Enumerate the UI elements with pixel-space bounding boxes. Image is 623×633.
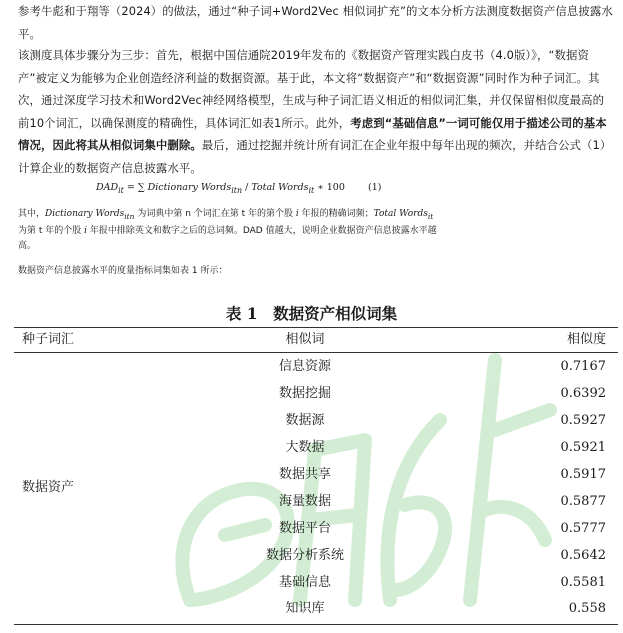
table-bottom-rule xyxy=(14,624,618,625)
intro-paragraph-1: 参考牛彪和于翔等（2024）的做法，通过“种子词+Word2Vec 相似词扩充”的文本分析方法测度数据资产信息披露水平。 xyxy=(18,4,613,41)
similar-word-3: 数据源 xyxy=(285,413,325,428)
similarity-1: 0.7167 xyxy=(560,359,606,374)
formula-total-words: Total Words xyxy=(251,182,309,193)
formula-dw-sub: itn xyxy=(231,185,243,195)
similar-word-1: 信息资源 xyxy=(278,359,331,374)
similar-word-9: 基础信息 xyxy=(278,575,331,590)
header-similar-word: 相似词 xyxy=(285,332,325,347)
table-header-rule xyxy=(14,352,618,353)
note-i1: i xyxy=(295,209,299,219)
similarity-8: 0.5642 xyxy=(560,548,606,563)
similarity-2: 0.6392 xyxy=(560,386,606,401)
similarity-6: 0.5877 xyxy=(560,494,606,509)
note-d: 为第 t 年的个股 xyxy=(18,226,85,237)
similarity-10: 0.558 xyxy=(568,601,606,616)
similar-word-6: 海量数据 xyxy=(278,494,331,509)
formula-dictionary-words: Dictionary Words xyxy=(147,182,232,193)
formula-lhs: DAD xyxy=(96,182,119,193)
similar-word-8: 数据分析系统 xyxy=(265,548,344,563)
note-dw-sub: itn xyxy=(124,211,135,221)
formula-div: / xyxy=(242,182,252,193)
similarity-4: 0.5921 xyxy=(560,440,606,455)
formula-eq: = ∑ xyxy=(123,182,148,193)
similarity-7: 0.5777 xyxy=(560,521,606,536)
paragraph-2-bold-text: 考虑到“基础信息”一词可能仅用于描述公司的基本情况，因此将其从相似词集中删除。 xyxy=(18,115,607,153)
similarity-5: 0.5917 xyxy=(560,467,606,482)
note-b: 为词典中第 n 个词汇在第 t 年的第个股 xyxy=(134,209,296,219)
formula-lhs-sub: it xyxy=(118,185,124,195)
intro-paragraph-2 xyxy=(18,44,614,180)
note-i2: i xyxy=(84,226,88,237)
note-dw: Dictionary Words xyxy=(45,209,125,219)
formula-1 xyxy=(96,178,516,198)
formula-tail: ∗ 100 xyxy=(314,182,345,193)
similarity-3: 0.5927 xyxy=(560,413,606,428)
similar-word-10: 知识库 xyxy=(285,601,325,616)
note-tw-sub: it xyxy=(427,211,434,221)
note-a: 其中， xyxy=(18,209,46,219)
similar-word-4: 大数据 xyxy=(285,440,325,455)
similar-word-2: 数据挖掘 xyxy=(278,386,331,401)
header-seed-word: 种子词汇 xyxy=(22,332,75,347)
formula-note xyxy=(18,207,438,254)
table-lead-text: 数据资产信息披露水平的度量指标词集如表 1 所示： xyxy=(18,266,228,276)
header-similarity: 相似度 xyxy=(566,332,606,347)
note-tw: Total Words xyxy=(373,209,428,219)
formula-tw-sub: it xyxy=(308,185,315,195)
seed-word-cell: 数据资产 xyxy=(22,480,75,495)
table-title: 表 1 数据资产相似词集 xyxy=(225,304,398,323)
note-e: 年报中排除英文和数字之后的总词频。DAD 值越大，说明企业数据资产信息披露水平越高。 xyxy=(18,226,437,251)
similar-word-7: 数据平台 xyxy=(278,521,331,536)
note-c: 年报的精确词频； xyxy=(298,209,374,219)
paragraph-2-text-a: 该测度具体步骤分为三步：首先，根据中国信通院2019年发布的《数据资产管理实践白皮书（4.0版）》，“数据资产”被定义为能够为企业创造经济利益的数据资源。基于此，本文将“数据资产”和“数据资源”同时作为种子词汇。其次，通过深度学习技术和Word2Vec神经网络模型，生成与种子词汇语义相近的相似词汇集，并仅保留相似度最高的前10个词汇，以确保测度的精确性，具体词汇如表1所示。此外， xyxy=(18,48,605,130)
similarity-9: 0.5581 xyxy=(560,575,606,590)
similar-word-5: 数据共享 xyxy=(278,467,331,482)
paragraph-2-text-c: 最后，通过挖掘并统计所有词汇在企业年报中每年出现的频次，并结合公式（1）计算企业的数据资产信息披露水平。 xyxy=(18,138,612,175)
formula-number: (1) xyxy=(368,182,382,193)
table-top-rule xyxy=(14,327,618,328)
